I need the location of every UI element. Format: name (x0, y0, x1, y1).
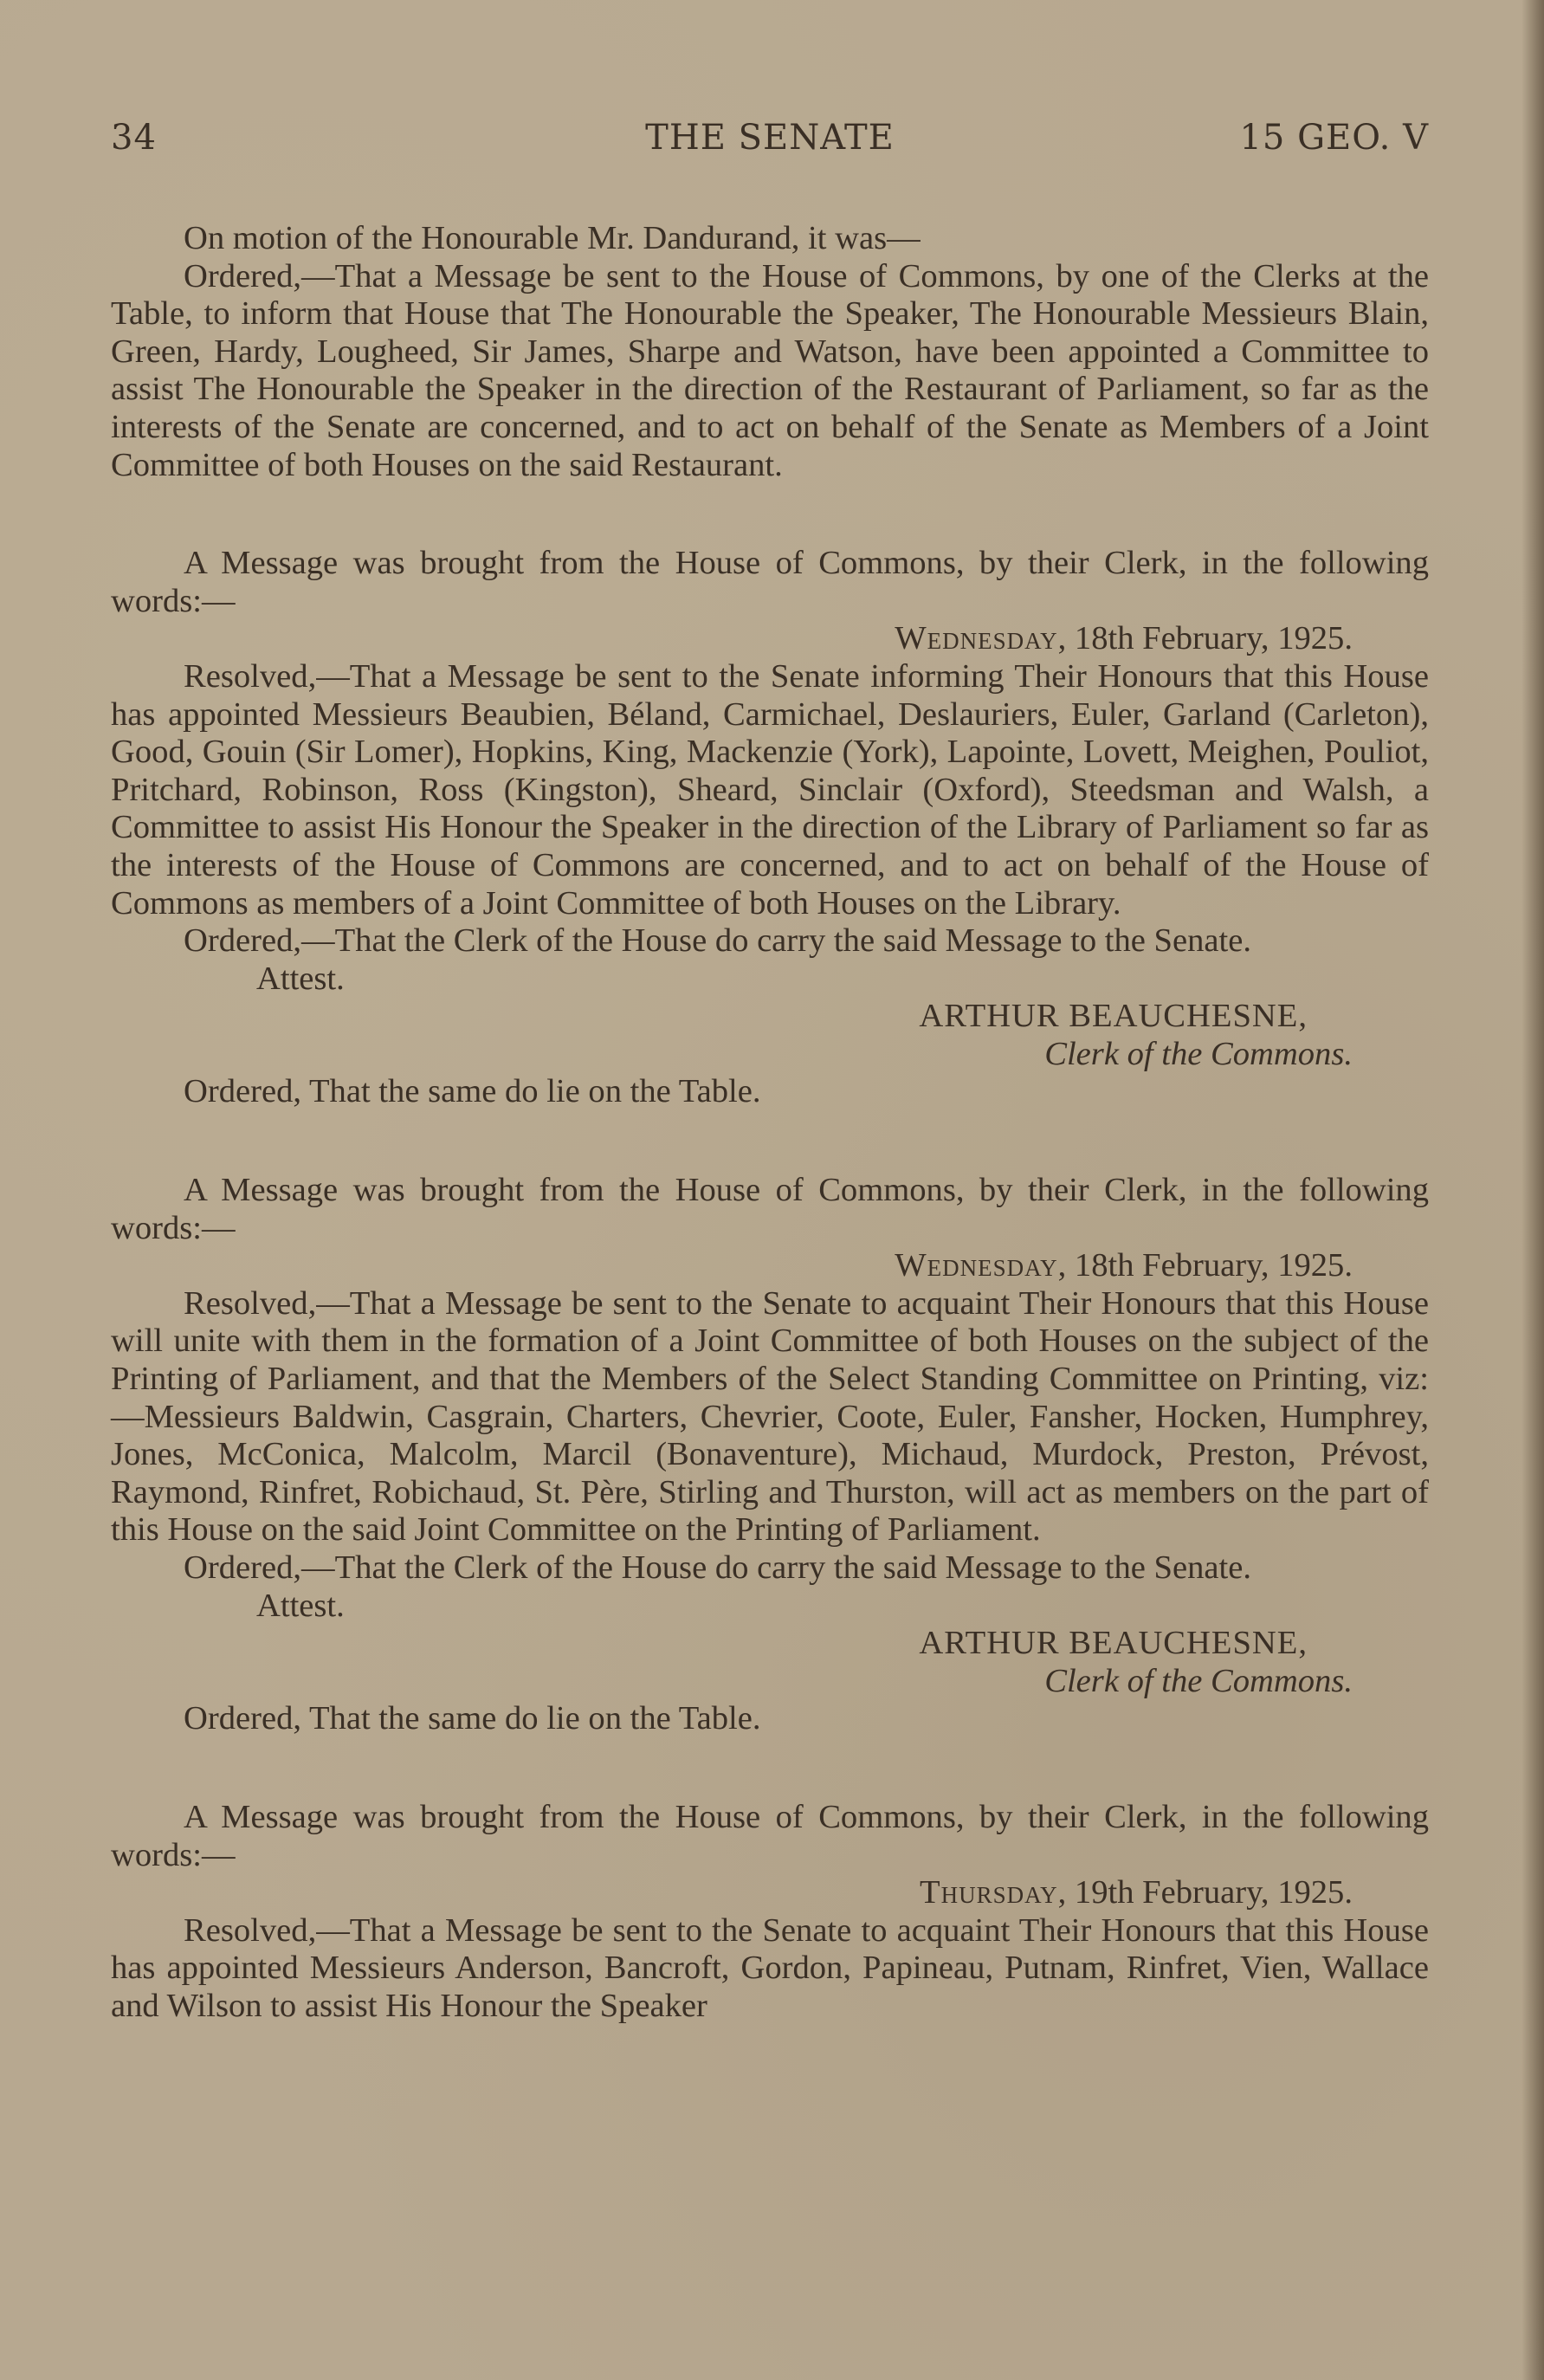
page-edge-shadow (1521, 0, 1544, 2380)
attest-line: Attest. (256, 1587, 345, 1624)
ordered-paragraph: Ordered,—That the Clerk of the House do carry the said Message to the Senate. (184, 1549, 1252, 1586)
resolved-paragraph: Resolved,—That a Message be sent to the Senate to acquaint Their Honours that this House has appointed Messieurs Anderson, Bancroft, Gordon, Papineau, Putnam, Rinfret, Vien, Wallace and Wilson to assist His Honour the Speaker (111, 1911, 1429, 2024)
signature-name: ARTHUR BEAUCHESNE, (919, 1625, 1308, 1662)
date-weekday: Wednesday (895, 620, 1058, 657)
message-date (111, 620, 1429, 658)
ordered-paragraph: Ordered,—That the Clerk of the House do carry the said Message to the Senate. (184, 922, 1252, 960)
message-date (111, 1247, 1429, 1285)
document-page (111, 113, 1429, 2026)
date-rest: , 18th February, 1925. (1057, 1247, 1353, 1284)
signature-title: Clerk of the Commons. (1044, 1662, 1353, 1699)
journal-body (111, 220, 1429, 2026)
resolved-paragraph: Resolved,—That a Message be sent to the Senate informing Their Honours that this House has appointed Messieurs Beaubien, Béland, Carmichael, Deslauriers, Euler, Garland (Carleton), Good, Gouin (Sir Lomer), Hopkins, King, Mackenzie (York), Lapointe, Lovett, Meighen, Pouliot, Pritchard, Robinson, Ross (Kingston), Sheard, Sinclair (Oxford), Steedsman and Walsh, a Committee to assist His Honour the Speaker in the direction of the Library of Parliament so far as the interests of the House of Commons are concerned, and to act on behalf of the House of Commons as members of a Joint Committee of both Houses on the Library. (111, 657, 1429, 922)
message-intro: A Message was brought from the House of Commons, by their Clerk, in the following words:— (111, 1172, 1429, 1246)
attest-line: Attest. (256, 960, 345, 997)
running-title: THE SENATE (645, 118, 895, 158)
message-intro: A Message was brought from the House of Commons, by their Clerk, in the following words:— (111, 1798, 1429, 1873)
date-weekday: Thursday (920, 1874, 1058, 1911)
running-header (111, 113, 1429, 170)
date-rest: , 18th February, 1925. (1057, 620, 1353, 657)
table-order: Ordered, That the same do lie on the Table. (184, 1073, 761, 1110)
motion-paragraph: On motion of the Honourable Mr. Dandurand, it was— (184, 220, 921, 256)
message-intro: A Message was brought from the House of Commons, by their Clerk, in the following words:— (111, 545, 1429, 619)
ordered-paragraph: Ordered,—That a Message be sent to the House of Commons, by one of the Clerks at the Table, to inform that House that The Honourable the Speaker, The Honourable Messieurs Blain, Green, Hardy, Lougheed, Sir James, Sharpe and Watson, have been appointed a Committee to assist The Honourable the Speaker in the direction of the Restaurant of Parliament, so far as the interests of the Senate are concerned, and to act on behalf of the Senate as Members of a Joint Committee of both Houses on the said Restaurant. (111, 257, 1429, 483)
page-number: 34 (111, 118, 157, 158)
date-weekday: Wednesday (895, 1247, 1058, 1284)
section-gap (111, 1738, 1429, 1799)
date-rest: , 19th February, 1925. (1057, 1874, 1353, 1911)
section-gap (111, 1111, 1429, 1172)
table-order: Ordered, That the same do lie on the Table. (184, 1700, 761, 1737)
signature-name: ARTHUR BEAUCHESNE, (919, 998, 1308, 1035)
signature-title: Clerk of the Commons. (1044, 1035, 1353, 1072)
regnal-year: 15 GEO. V (1239, 118, 1429, 158)
resolved-paragraph: Resolved,—That a Message be sent to the Senate to acquaint Their Honours that this House will unite with them in the formation of a Joint Committee of both Houses on the subject of the Printing of Parliament, and that the Members of the Select Standing Committee on Printing, viz:—Messieurs Baldwin, Casgrain, Charters, Chevrier, Coote, Euler, Fansher, Hocken, Humphrey, Jones, McConica, Malcolm, Marcil (Bonaventure), Michaud, Murdock, Preston, Prévost, Raymond, Rinfret, Robichaud, St. Père, Stirling and Thurston, will act as members on the part of this House on the said Joint Committee on the Printing of Parliament. (111, 1284, 1429, 1549)
message-date (111, 1874, 1429, 1912)
section-gap (111, 484, 1429, 545)
